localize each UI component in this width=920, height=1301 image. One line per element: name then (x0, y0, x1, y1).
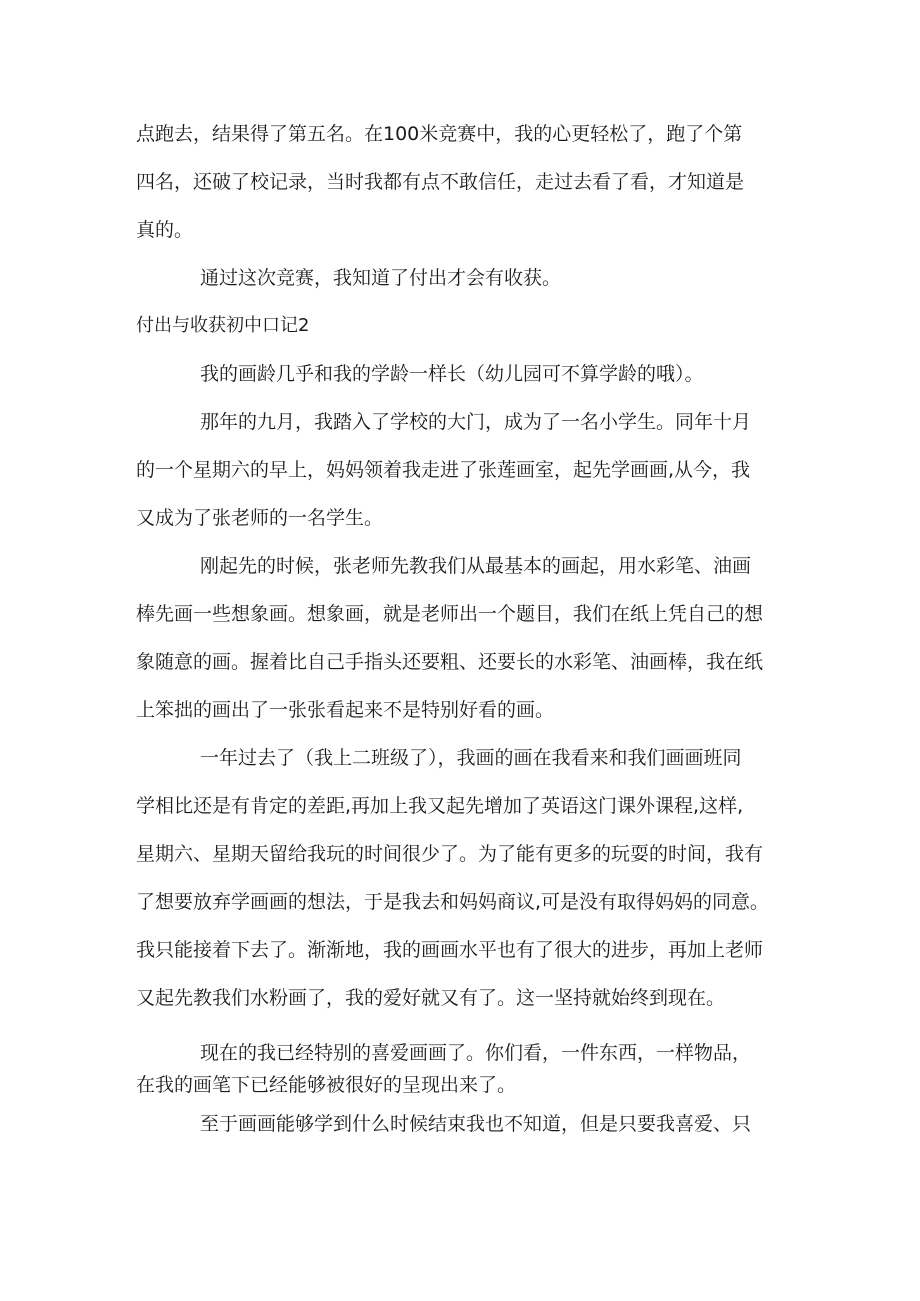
text-line: 我的画龄几乎和我的学龄一样长（幼儿园可不算学龄的哦）。 (200, 363, 704, 385)
text-line: 的一个星期六的早上，妈妈领着我走进了张莲画室，起先学画画,从今，我 (136, 459, 751, 481)
text-line: 又成为了张老师的一名学生。 (136, 507, 384, 529)
text-line: 在我的画笔下已经能够被很好的呈现出来了。 (136, 1074, 517, 1096)
text-line: 那年的九月，我踏入了学校的大门，成为了一名小学生。同年十月 (200, 411, 752, 433)
text-line: 学相比还是有肯定的差距,再加上我又起先增加了英语这门课外课程,这样, (136, 795, 744, 817)
text-line: 一年过去了（我上二班级了），我画的画在我看来和我们画画班同 (200, 747, 742, 769)
text-line: 上笨拙的画出了一张张看起来不是特别好看的画。 (136, 699, 555, 721)
text-line: 棒先画一些想象画。想象画，就是老师出一个题目，我们在纸上凭自己的想 (136, 603, 764, 625)
text-line: 四名，还破了校记录，当时我都有点不敢信任，走过去看了看，才知道是 (136, 171, 745, 193)
text-line: 真的。 (136, 219, 194, 241)
text-line: 了想要放弃学画画的想法，于是我去和妈妈商议,可是没有取得妈妈的同意。 (136, 891, 770, 913)
text-line: 又起先教我们水粉画了，我的爱好就又有了。这一坚持就始终到现在。 (136, 987, 726, 1009)
text-line: 点跑去，结果得了第五名。在100米竞赛中，我的心更轻松了，跑了个第 (136, 123, 743, 145)
text-line: 我只能接着下去了。渐渐地，我的画画水平也有了很大的进步，再加上老师 (136, 939, 764, 961)
text-line: 至于画画能够学到什么时候结束我也不知道，但是只要我喜爱、只 (200, 1113, 752, 1135)
text-line: 通过这次竞赛，我知道了付出才会有收获。 (200, 267, 562, 289)
section-title: 付出与收获初中口记2 (136, 315, 310, 336)
text-line: 现在的我已经特别的喜爱画画了。你们看，一件东西，一样物品， (200, 1042, 752, 1064)
text-line: 象随意的画。握着比自己手指头还要粗、还要长的水彩笔、油画棒，我在纸 (136, 651, 764, 673)
text-line: 刚起先的时候，张老师先教我们从最基本的画起，用水彩笔、油画 (200, 555, 752, 577)
text-line: 星期六、星期天留给我玩的时间很少了。为了能有更多的玩耍的时间，我有 (136, 843, 764, 865)
